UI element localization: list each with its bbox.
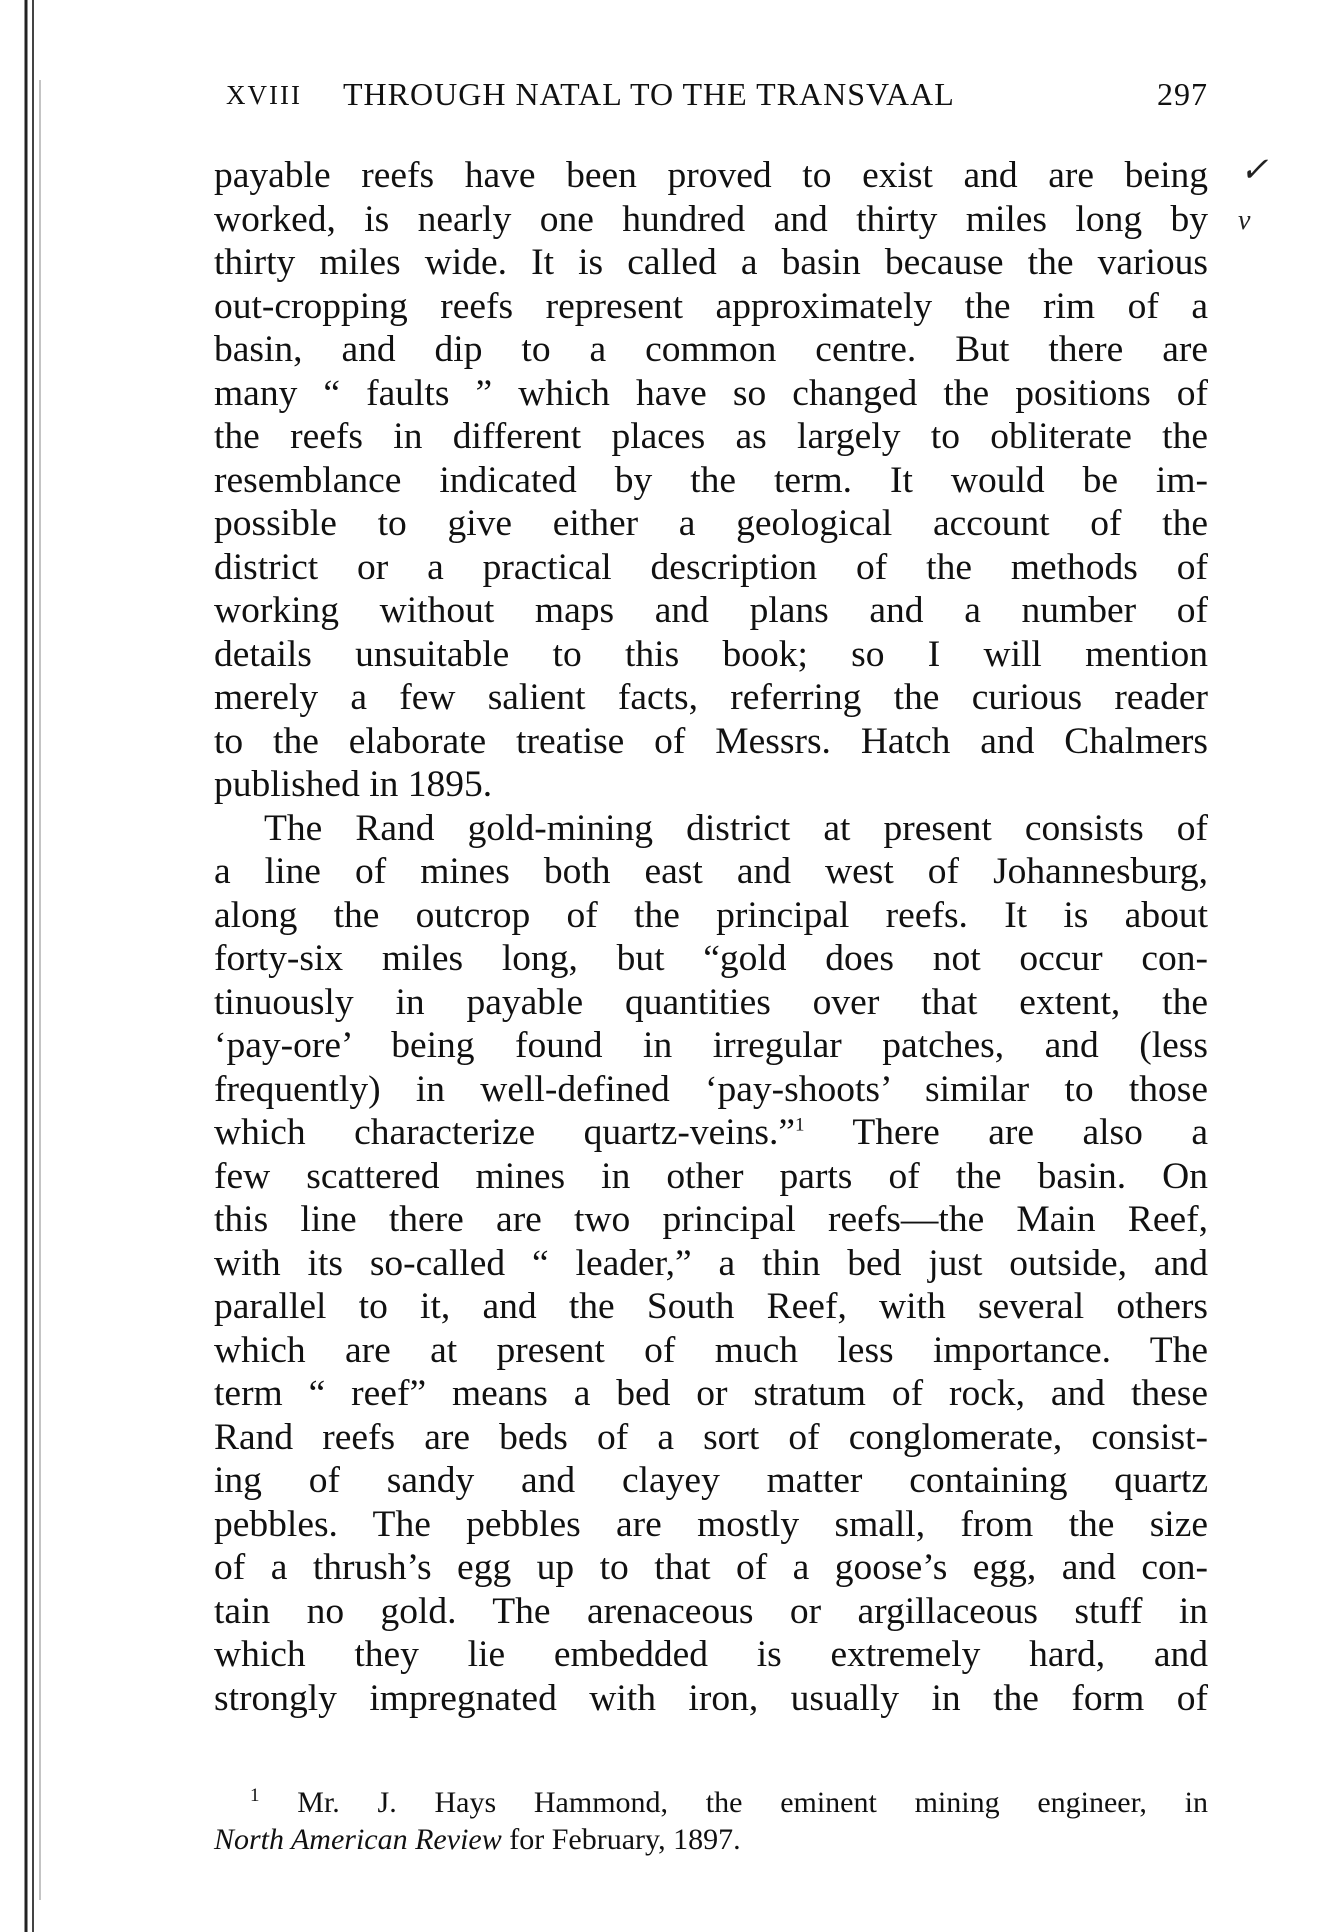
footnote-text: for February, 1897. [501, 1823, 741, 1856]
text-line: this line there are two principal reefs—the Main Reef, [214, 1199, 1208, 1240]
text-line: to the elaborate treatise of Messrs. Hatch and Chalmers [214, 720, 1208, 762]
text-line: working without maps and plans and a number of [214, 590, 1208, 631]
text-line: district or a practical description of the methods of [214, 546, 1208, 588]
text-line: frequently) in well-defined ‘pay-shoots’ similar to those [214, 1068, 1208, 1110]
text-line: parallel to it, and the South Reef, with several others [214, 1286, 1208, 1327]
text-line-with-footnote-ref [214, 1111, 1208, 1155]
binding-edge [0, 0, 60, 1932]
text-line: ing of sandy and clayey matter containing quartz [214, 1460, 1208, 1501]
footnote-source-title: North American Review [214, 1823, 502, 1856]
text-line: possible to give either a geological account of the [214, 503, 1208, 544]
text-fragment: which characterize quartz-veins.” [214, 1112, 796, 1153]
text-line: The Rand gold-mining district at present consists of [264, 807, 1208, 849]
text-line: merely a few salient facts, referring the curious reader [214, 677, 1208, 718]
text-line: tinuously in payable quantities over that extent, the [214, 981, 1208, 1023]
page-body [214, 154, 1208, 1720]
text-line: forty-six miles long, but “gold does not occur con- [214, 938, 1208, 979]
text-fragment: There are also a [852, 1112, 1209, 1153]
text-line: term “ reef” means a bed or stratum of rock, and these [214, 1373, 1208, 1414]
footnote-marker: 1 [250, 1785, 260, 1806]
text-line: resemblance indicated by the term. It would be im- [214, 459, 1208, 501]
footnote [214, 1784, 1208, 1858]
text-line: with its so-called “ leader,” a thin bed just outside, and [214, 1242, 1208, 1284]
footnote-line [214, 1784, 1208, 1821]
footnote-text: Mr. J. Hays Hammond, the eminent mining engineer, in [297, 1786, 1209, 1819]
running-header [226, 72, 1208, 122]
text-line: many “ faults ” which have so changed the positions of [214, 372, 1208, 414]
page-number: 297 [1157, 76, 1208, 112]
margin-pencil-mark: ν [1238, 205, 1251, 236]
text-line: pebbles. The pebbles are mostly small, from the size [214, 1503, 1208, 1545]
text-line: out-cropping reefs represent approximately the rim of a [214, 285, 1208, 327]
margin-checkmark: ✓ [1240, 152, 1269, 189]
text-line: strongly impregnated with iron, usually in the form of [214, 1677, 1208, 1719]
footnote-reference: 1 [795, 1114, 805, 1136]
running-title: THROUGH NATAL TO THE TRANSVAAL [343, 76, 955, 112]
chapter-number: XVIII [226, 80, 302, 110]
footnote-line [214, 1821, 1208, 1858]
text-line: Rand reefs are beds of a sort of conglomerate, consist- [214, 1416, 1208, 1458]
text-line: a line of mines both east and west of Johannesburg, [214, 851, 1208, 892]
text-line: of a thrush’s egg up to that of a goose’s egg, and con- [214, 1547, 1208, 1588]
text-line: ‘pay-ore’ being found in irregular patches, and (less [214, 1025, 1208, 1066]
text-line: which they lie embedded is extremely hard, and [214, 1634, 1208, 1675]
text-line: published in 1895. [214, 764, 493, 805]
text-line: payable reefs have been proved to exist and are being [214, 155, 1208, 196]
text-line: details unsuitable to this book; so I will mention [214, 633, 1208, 675]
text-line: basin, and dip to a common centre. But there are [214, 329, 1208, 370]
text-line: tain no gold. The arenaceous or argillaceous stuff in [214, 1590, 1208, 1632]
text-line: worked, is nearly one hundred and thirty miles long by [214, 198, 1208, 240]
text-line: thirty miles wide. It is called a basin because the various [214, 242, 1208, 283]
text-line: along the outcrop of the principal reefs. It is about [214, 894, 1208, 936]
text-line: few scattered mines in other parts of the basin. On [214, 1155, 1208, 1197]
text-line: which are at present of much less importance. The [214, 1329, 1208, 1371]
text-line: the reefs in different places as largely to obliterate the [214, 416, 1208, 457]
